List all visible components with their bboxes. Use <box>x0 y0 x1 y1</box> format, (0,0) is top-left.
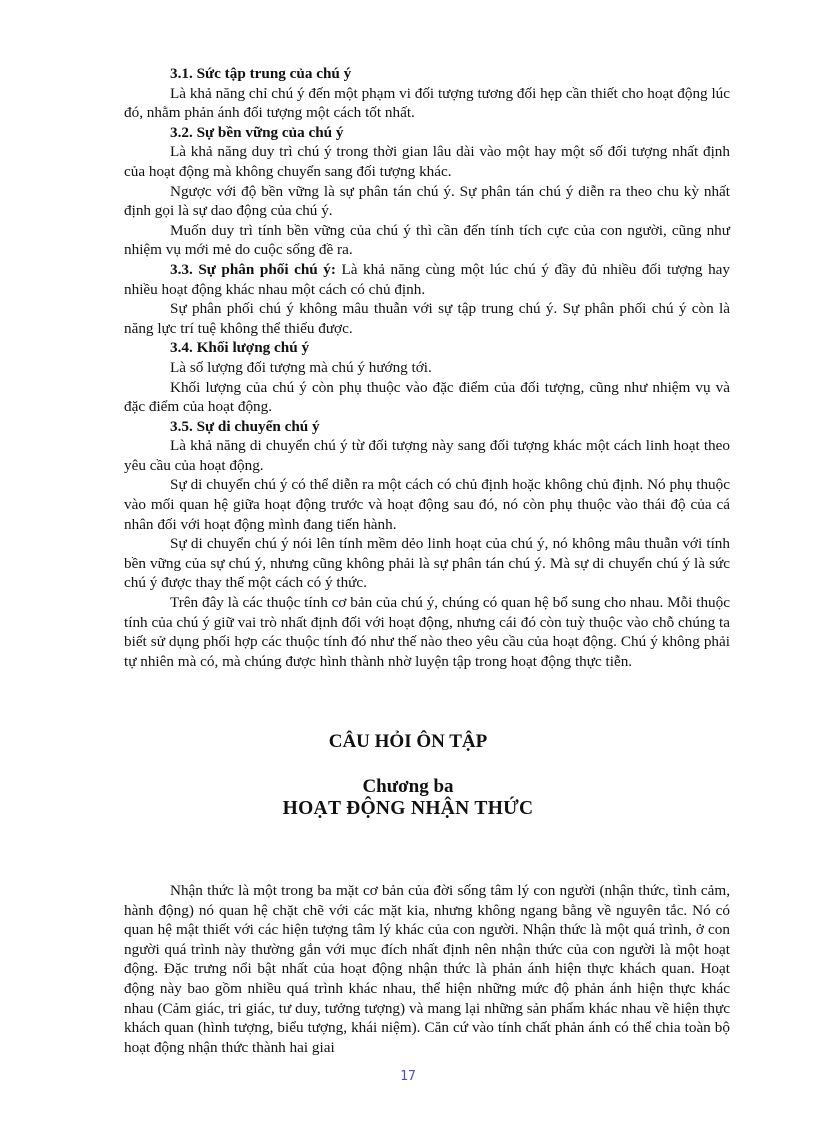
paragraph: Là khả năng chỉ chú ý đến một phạm vi đối tượng tương đối hẹp cần thiết cho hoạt động lúc đó, nhằm phản ánh đối tượng một cách tốt nhất. <box>124 84 730 122</box>
paragraph: Là số lượng đối tượng mà chú ý hướng tới. <box>170 358 432 376</box>
section-heading-3-1: 3.1. Sức tập trung của chú ý <box>170 65 352 82</box>
section-heading-3-5: 3.5. Sự di chuyển chú ý <box>170 417 320 435</box>
paragraph: Ngược với độ bền vững là sự phân tán chú ý. Sự phân tán chú ý diễn ra theo chu kỳ nhất định gọi là sự dao động của chú ý. <box>124 182 730 220</box>
chapter-label: Chương ba <box>362 776 454 797</box>
section-3-3-lead-paragraph <box>124 260 730 299</box>
section-heading-3-2: 3.2. Sự bền vững của chú ý <box>170 123 344 141</box>
paragraph: Muốn duy trì tính bền vững của chú ý thì cần đến tính tích cực của con người, cũng như nhiệm vụ mới mẻ do cuộc sống đề ra. <box>124 221 730 259</box>
section-3-3-inline-text: Là khả năng cùng một lúc chú ý đầy đủ nhiều đối tượng hay nhiều hoạt động khác nhau một cách có chủ định. <box>124 260 730 298</box>
paragraph: Trên đây là các thuộc tính cơ bản của chú ý, chúng có quan hệ bổ sung cho nhau. Mỗi thuộc tính của chú ý giữ vai trò nhất định đối với hoạt động, nhưng cái đó còn tuỳ thuộc vào chỗ chúng ta biết sử dụng phối hợp các thuộc tính đó như thế nào theo yêu cầu của hoạt động. Chú ý không phải tự nhiên mà có, mà chúng được hình thành nhờ luyện tập trong hoạt động thực tiễn. <box>124 594 730 670</box>
chapter-intro-section <box>124 881 730 1057</box>
attention-properties-section <box>124 64 730 671</box>
section-heading-3-3: 3.3. Sự phân phối chú ý: <box>170 260 336 278</box>
page-number: 17 <box>400 1069 416 1084</box>
paragraph: Sự di chuyển chú ý nói lên tính mềm dẻo linh hoạt của chú ý, nó không mâu thuẫn với tính bền vững của sự chú ý, nhưng cũng không phải là sự phân tán chú ý. Mà sự di chuyển chú ý là sức chú ý được thay thế một cách có ý thức. <box>124 535 730 592</box>
paragraph: Khối lượng của chú ý còn phụ thuộc vào đặc điểm của đối tượng, cũng như nhiệm vụ và đặc điểm của hoạt động. <box>124 378 730 416</box>
paragraph: Sự phân phối chú ý không mâu thuẫn với sự tập trung chú ý. Sự phân phối chú ý còn là năng lực trí tuệ không thể thiếu được. <box>124 300 730 337</box>
section-heading-3-4: 3.4. Khối lượng chú ý <box>170 339 310 357</box>
chapter-title: HOẠT ĐỘNG NHẬN THỨC <box>282 798 534 819</box>
paragraph: Là khả năng di chuyển chú ý từ đối tượng này sang đối tượng khác một cách linh hoạt theo yêu cầu của hoạt động. <box>124 437 730 474</box>
paragraph: Sự di chuyển chú ý có thể diễn ra một cách có chủ định hoặc không chủ định. Nó phụ thuộc vào mối quan hệ giữa hoạt động trước và hoạt động sau đó, nó còn phụ thuộc vào thái độ của cá nhân đối với hoạt động mình đang tiến hành. <box>124 476 730 533</box>
chapter-intro-paragraph: Nhận thức là một trong ba mặt cơ bản của đời sống tâm lý con người (nhận thức, tình cảm, hành động) nó quan hệ chặt chẽ với các mặt kia, nhưng không ngang bằng về nguyên tắc. Nó có quan hệ mật thiết với các hiện tượng tâm lý khác của con người. Nhận thức là một quá trình, ở con người quá trình này thường gắn với mục đích nhất định nên nhận thức của con người là một hoạt động. Đặc trưng nổi bật nhất của hoạt động nhận thức là phản ánh hiện thực khách quan. Hoạt động này bao gồm nhiều quá trình khác nhau, thể hiện những mức độ phản ánh hiện thực khác nhau (Cảm giác, tri giác, tư duy, tưởng tượng) và mang lại những sản phẩm khác nhau về hiện thực khách quan (hình tượng, biểu tượng, khái niệm). Căn cứ vào tính chất phản ánh có thể chia toàn bộ hoạt động nhận thức thành hai giai <box>124 882 730 1056</box>
review-questions-title: CÂU HỎI ÔN TẬP <box>328 731 488 752</box>
paragraph: Là khả năng duy trì chú ý trong thời gian lâu dài vào một hay một số đối tượng nhất định của hoạt động mà không chuyển sang đối tượng khác. <box>124 143 730 180</box>
